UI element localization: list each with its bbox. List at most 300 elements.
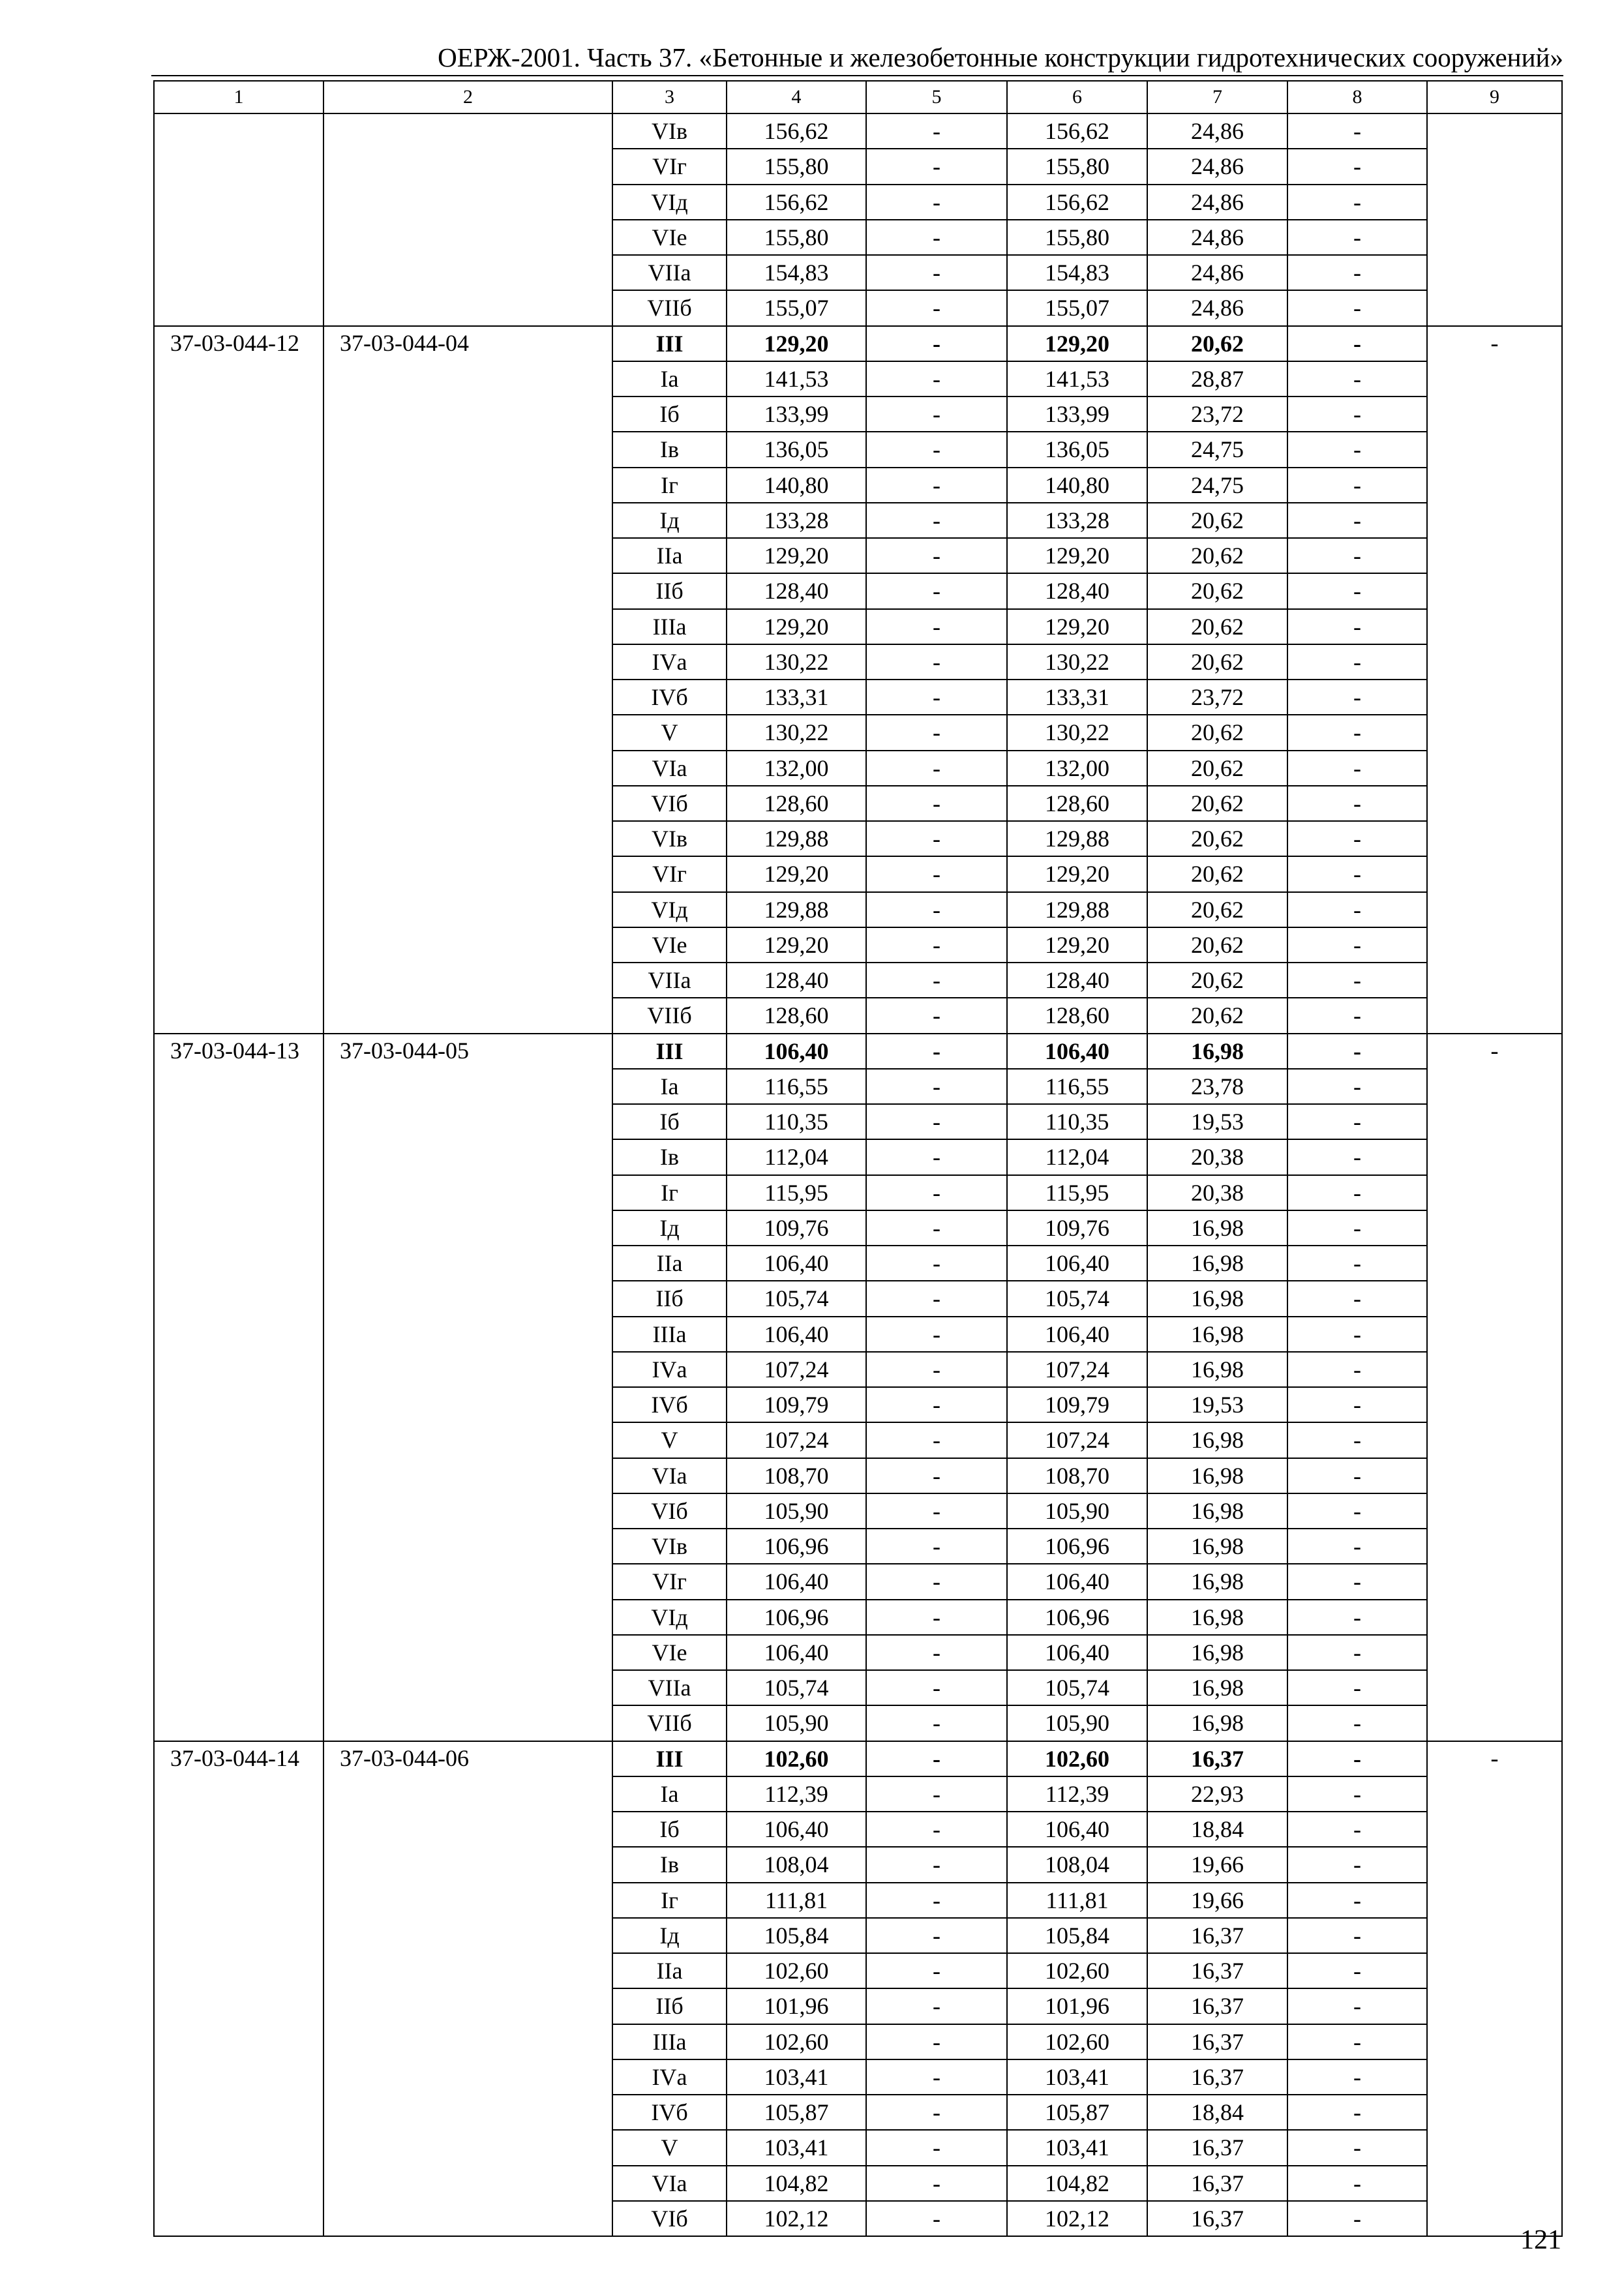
total-cost-cell: 108,04 bbox=[727, 1847, 866, 1882]
total-cost-cell: 106,40 bbox=[727, 1317, 866, 1352]
col8-cell: - bbox=[1287, 786, 1427, 821]
col5-cell: - bbox=[866, 1246, 1007, 1281]
column-number: 3 bbox=[612, 81, 727, 113]
col6-cell: 140,80 bbox=[1007, 468, 1147, 503]
total-cost-cell: 109,79 bbox=[727, 1387, 866, 1422]
col5-cell: - bbox=[866, 892, 1007, 927]
col8-cell: - bbox=[1287, 609, 1427, 644]
col8-cell: - bbox=[1287, 1705, 1427, 1741]
class-cell: IIб bbox=[612, 1988, 727, 2024]
total-cost-cell: 155,07 bbox=[727, 290, 866, 325]
col6-cell: 106,40 bbox=[1007, 1034, 1147, 1069]
total-cost-cell: 136,05 bbox=[727, 432, 866, 467]
col8-cell: - bbox=[1287, 573, 1427, 608]
labor-cell: 28,87 bbox=[1147, 361, 1287, 396]
col5-cell: - bbox=[866, 2059, 1007, 2095]
col5-cell: - bbox=[866, 1281, 1007, 1316]
col5-cell: - bbox=[866, 927, 1007, 963]
col6-cell: 156,62 bbox=[1007, 113, 1147, 149]
total-cost-cell: 102,12 bbox=[727, 2201, 866, 2236]
col6-cell: 106,40 bbox=[1007, 1812, 1147, 1847]
col5-cell: - bbox=[866, 255, 1007, 290]
col8-cell: - bbox=[1287, 1387, 1427, 1422]
col5-cell: - bbox=[866, 503, 1007, 538]
labor-cell: 16,37 bbox=[1147, 2166, 1287, 2201]
total-cost-cell: 104,82 bbox=[727, 2166, 866, 2201]
labor-cell: 16,37 bbox=[1147, 1918, 1287, 1953]
total-cost-cell: 108,70 bbox=[727, 1458, 866, 1493]
col6-cell: 106,40 bbox=[1007, 1246, 1147, 1281]
col6-cell: 155,07 bbox=[1007, 290, 1147, 325]
col5-cell: - bbox=[866, 1422, 1007, 1458]
class-cell: VIд bbox=[612, 185, 727, 220]
labor-cell: 20,62 bbox=[1147, 538, 1287, 573]
col8-cell: - bbox=[1287, 1246, 1427, 1281]
class-cell: V bbox=[612, 715, 727, 750]
col6-cell: 156,62 bbox=[1007, 185, 1147, 220]
col5-cell: - bbox=[866, 185, 1007, 220]
class-cell: VIб bbox=[612, 786, 727, 821]
col6-cell: 141,53 bbox=[1007, 361, 1147, 396]
labor-cell: 20,62 bbox=[1147, 786, 1287, 821]
table-body bbox=[154, 81, 1562, 2236]
col5-cell: - bbox=[866, 1034, 1007, 1069]
table-row-main bbox=[154, 1741, 1562, 1776]
labor-cell: 16,37 bbox=[1147, 1988, 1287, 2024]
col6-cell: 128,40 bbox=[1007, 573, 1147, 608]
col6-cell: 106,40 bbox=[1007, 1564, 1147, 1599]
class-cell: IIб bbox=[612, 573, 727, 608]
labor-cell: 16,37 bbox=[1147, 2024, 1287, 2059]
labor-cell: 20,62 bbox=[1147, 609, 1287, 644]
col8-cell: - bbox=[1287, 361, 1427, 396]
labor-cell: 20,38 bbox=[1147, 1139, 1287, 1174]
labor-cell: 16,98 bbox=[1147, 1670, 1287, 1705]
class-cell: VIв bbox=[612, 1529, 727, 1564]
total-cost-cell: 112,04 bbox=[727, 1139, 866, 1174]
col6-cell: 129,20 bbox=[1007, 856, 1147, 891]
col8-cell: - bbox=[1287, 1034, 1427, 1069]
total-cost-cell: 141,53 bbox=[727, 361, 866, 396]
total-cost-cell: 128,40 bbox=[727, 573, 866, 608]
class-cell: IIIа bbox=[612, 2024, 727, 2059]
page-number: 121 bbox=[1520, 2225, 1561, 2255]
labor-cell: 24,86 bbox=[1147, 149, 1287, 184]
col6-cell: 136,05 bbox=[1007, 432, 1147, 467]
labor-cell: 16,98 bbox=[1147, 1281, 1287, 1316]
col6-cell: 102,60 bbox=[1007, 1741, 1147, 1776]
ref-code-cell: 37-03-044-05 bbox=[323, 1034, 612, 1741]
col6-cell: 102,12 bbox=[1007, 2201, 1147, 2236]
labor-cell: 20,62 bbox=[1147, 573, 1287, 608]
class-cell: VIIб bbox=[612, 998, 727, 1033]
col8-cell: - bbox=[1287, 538, 1427, 573]
col8-cell: - bbox=[1287, 680, 1427, 715]
labor-cell: 16,98 bbox=[1147, 1529, 1287, 1564]
col5-cell: - bbox=[866, 715, 1007, 750]
total-cost-cell: 128,60 bbox=[727, 998, 866, 1033]
total-cost-cell: 107,24 bbox=[727, 1352, 866, 1387]
labor-cell: 19,66 bbox=[1147, 1847, 1287, 1882]
total-cost-cell: 154,83 bbox=[727, 255, 866, 290]
col6-cell: 108,70 bbox=[1007, 1458, 1147, 1493]
total-cost-cell: 105,87 bbox=[727, 2095, 866, 2130]
class-cell: Iд bbox=[612, 1210, 727, 1246]
col8-cell: - bbox=[1287, 1529, 1427, 1564]
total-cost-cell: 128,60 bbox=[727, 786, 866, 821]
col5-cell: - bbox=[866, 1953, 1007, 1988]
total-cost-cell: 106,96 bbox=[727, 1600, 866, 1635]
class-cell: IIа bbox=[612, 1953, 727, 1988]
col5-cell: - bbox=[866, 786, 1007, 821]
total-cost-cell: 129,20 bbox=[727, 326, 866, 361]
ref-code-cell bbox=[323, 113, 612, 326]
col6-cell: 107,24 bbox=[1007, 1422, 1147, 1458]
labor-cell: 16,37 bbox=[1147, 2201, 1287, 2236]
col6-cell: 112,04 bbox=[1007, 1139, 1147, 1174]
labor-cell: 18,84 bbox=[1147, 2095, 1287, 2130]
labor-cell: 24,86 bbox=[1147, 220, 1287, 255]
col9-cell: - bbox=[1427, 1741, 1562, 2237]
col8-cell: - bbox=[1287, 255, 1427, 290]
col5-cell: - bbox=[866, 1069, 1007, 1104]
col5-cell: - bbox=[866, 1387, 1007, 1422]
column-number: 5 bbox=[866, 81, 1007, 113]
table-row-main bbox=[154, 1034, 1562, 1069]
col8-cell: - bbox=[1287, 1139, 1427, 1174]
col5-cell: - bbox=[866, 290, 1007, 325]
col5-cell: - bbox=[866, 573, 1007, 608]
class-cell: IVа bbox=[612, 644, 727, 680]
col5-cell: - bbox=[866, 2130, 1007, 2165]
class-cell: VIд bbox=[612, 892, 727, 927]
col8-cell: - bbox=[1287, 856, 1427, 891]
total-cost-cell: 115,95 bbox=[727, 1175, 866, 1210]
labor-cell: 20,62 bbox=[1147, 751, 1287, 786]
class-cell: Iд bbox=[612, 1918, 727, 1953]
class-cell: Iв bbox=[612, 1847, 727, 1882]
col5-cell: - bbox=[866, 1458, 1007, 1493]
col5-cell: - bbox=[866, 1635, 1007, 1670]
total-cost-cell: 155,80 bbox=[727, 149, 866, 184]
total-cost-cell: 129,88 bbox=[727, 892, 866, 927]
class-cell: III bbox=[612, 1741, 727, 1776]
col6-cell: 129,20 bbox=[1007, 609, 1147, 644]
total-cost-cell: 102,60 bbox=[727, 1953, 866, 1988]
total-cost-cell: 112,39 bbox=[727, 1776, 866, 1812]
total-cost-cell: 129,20 bbox=[727, 538, 866, 573]
col8-cell: - bbox=[1287, 1812, 1427, 1847]
col6-cell: 129,88 bbox=[1007, 821, 1147, 856]
col8-cell: - bbox=[1287, 468, 1427, 503]
col5-cell: - bbox=[866, 963, 1007, 998]
col8-cell: - bbox=[1287, 1422, 1427, 1458]
col5-cell: - bbox=[866, 326, 1007, 361]
col6-cell: 105,90 bbox=[1007, 1705, 1147, 1741]
class-cell: VIв bbox=[612, 821, 727, 856]
col8-cell: - bbox=[1287, 1776, 1427, 1812]
labor-cell: 19,66 bbox=[1147, 1883, 1287, 1918]
col5-cell: - bbox=[866, 220, 1007, 255]
col5-cell: - bbox=[866, 644, 1007, 680]
class-cell: IIб bbox=[612, 1281, 727, 1316]
col9-cell: - bbox=[1427, 326, 1562, 1034]
code-cell: 37-03-044-12 bbox=[154, 326, 323, 1034]
class-cell: VIа bbox=[612, 1458, 727, 1493]
col9-cell: - bbox=[1427, 1034, 1562, 1741]
class-cell: VIе bbox=[612, 927, 727, 963]
labor-cell: 20,62 bbox=[1147, 998, 1287, 1033]
class-cell: IVб bbox=[612, 1387, 727, 1422]
col5-cell: - bbox=[866, 998, 1007, 1033]
labor-cell: 16,98 bbox=[1147, 1210, 1287, 1246]
col6-cell: 106,40 bbox=[1007, 1317, 1147, 1352]
total-cost-cell: 105,90 bbox=[727, 1705, 866, 1741]
col8-cell: - bbox=[1287, 1741, 1427, 1776]
labor-cell: 24,75 bbox=[1147, 432, 1287, 467]
col5-cell: - bbox=[866, 1493, 1007, 1529]
total-cost-cell: 130,22 bbox=[727, 644, 866, 680]
total-cost-cell: 101,96 bbox=[727, 1988, 866, 2024]
labor-cell: 16,98 bbox=[1147, 1034, 1287, 1069]
col8-cell: - bbox=[1287, 2059, 1427, 2095]
total-cost-cell: 116,55 bbox=[727, 1069, 866, 1104]
col8-cell: - bbox=[1287, 2095, 1427, 2130]
class-cell: VIд bbox=[612, 1600, 727, 1635]
col5-cell: - bbox=[866, 1883, 1007, 1918]
labor-cell: 16,98 bbox=[1147, 1317, 1287, 1352]
total-cost-cell: 128,40 bbox=[727, 963, 866, 998]
col8-cell: - bbox=[1287, 821, 1427, 856]
col6-cell: 102,60 bbox=[1007, 1953, 1147, 1988]
total-cost-cell: 106,40 bbox=[727, 1635, 866, 1670]
col6-cell: 129,88 bbox=[1007, 892, 1147, 927]
col6-cell: 105,90 bbox=[1007, 1493, 1147, 1529]
labor-cell: 24,86 bbox=[1147, 113, 1287, 149]
page-header: ОЕРЖ-2001. Часть 37. «Бетонные и железобетонные конструкции гидротехнических сооружений» bbox=[438, 42, 1563, 72]
class-cell: V bbox=[612, 2130, 727, 2165]
col8-cell: - bbox=[1287, 1564, 1427, 1599]
total-cost-cell: 156,62 bbox=[727, 185, 866, 220]
class-cell: III bbox=[612, 1034, 727, 1069]
labor-cell: 20,62 bbox=[1147, 503, 1287, 538]
col5-cell: - bbox=[866, 1705, 1007, 1741]
col8-cell: - bbox=[1287, 1175, 1427, 1210]
labor-cell: 20,62 bbox=[1147, 326, 1287, 361]
code-cell bbox=[154, 113, 323, 326]
col5-cell: - bbox=[866, 1776, 1007, 1812]
header-rule bbox=[151, 75, 1563, 76]
col8-cell: - bbox=[1287, 927, 1427, 963]
col5-cell: - bbox=[866, 1600, 1007, 1635]
labor-cell: 16,98 bbox=[1147, 1422, 1287, 1458]
class-cell: IIIа bbox=[612, 1317, 727, 1352]
total-cost-cell: 106,40 bbox=[727, 1034, 866, 1069]
col9-cell bbox=[1427, 113, 1562, 326]
col6-cell: 155,80 bbox=[1007, 220, 1147, 255]
col6-cell: 129,20 bbox=[1007, 326, 1147, 361]
labor-cell: 16,98 bbox=[1147, 1246, 1287, 1281]
total-cost-cell: 132,00 bbox=[727, 751, 866, 786]
col6-cell: 112,39 bbox=[1007, 1776, 1147, 1812]
total-cost-cell: 105,90 bbox=[727, 1493, 866, 1529]
col6-cell: 154,83 bbox=[1007, 255, 1147, 290]
code-cell: 37-03-044-14 bbox=[154, 1741, 323, 2237]
total-cost-cell: 107,24 bbox=[727, 1422, 866, 1458]
col5-cell: - bbox=[866, 1352, 1007, 1387]
class-cell: Iб bbox=[612, 1812, 727, 1847]
col8-cell: - bbox=[1287, 2130, 1427, 2165]
col5-cell: - bbox=[866, 1210, 1007, 1246]
class-cell: IIIа bbox=[612, 609, 727, 644]
col6-cell: 133,31 bbox=[1007, 680, 1147, 715]
col8-cell: - bbox=[1287, 1670, 1427, 1705]
labor-cell: 23,72 bbox=[1147, 396, 1287, 432]
col5-cell: - bbox=[866, 1139, 1007, 1174]
column-number: 7 bbox=[1147, 81, 1287, 113]
class-cell: VIIа bbox=[612, 1670, 727, 1705]
class-cell: Iв bbox=[612, 1139, 727, 1174]
price-table bbox=[153, 80, 1563, 2237]
col8-cell: - bbox=[1287, 2201, 1427, 2236]
col6-cell: 105,74 bbox=[1007, 1670, 1147, 1705]
class-cell: VIб bbox=[612, 2201, 727, 2236]
col8-cell: - bbox=[1287, 715, 1427, 750]
labor-cell: 16,98 bbox=[1147, 1635, 1287, 1670]
class-cell: VIг bbox=[612, 1564, 727, 1599]
col6-cell: 128,60 bbox=[1007, 998, 1147, 1033]
col6-cell: 133,28 bbox=[1007, 503, 1147, 538]
col5-cell: - bbox=[866, 680, 1007, 715]
class-cell: Iа bbox=[612, 1776, 727, 1812]
col5-cell: - bbox=[866, 2095, 1007, 2130]
labor-cell: 20,62 bbox=[1147, 892, 1287, 927]
total-cost-cell: 106,40 bbox=[727, 1812, 866, 1847]
total-cost-cell: 129,88 bbox=[727, 821, 866, 856]
col5-cell: - bbox=[866, 1847, 1007, 1882]
col8-cell: - bbox=[1287, 149, 1427, 184]
col8-cell: - bbox=[1287, 1069, 1427, 1104]
column-number: 6 bbox=[1007, 81, 1147, 113]
class-cell: VIе bbox=[612, 220, 727, 255]
labor-cell: 16,98 bbox=[1147, 1493, 1287, 1529]
labor-cell: 16,37 bbox=[1147, 2130, 1287, 2165]
code-cell: 37-03-044-13 bbox=[154, 1034, 323, 1741]
total-cost-cell: 106,40 bbox=[727, 1246, 866, 1281]
class-cell: IVб bbox=[612, 680, 727, 715]
class-cell: Iа bbox=[612, 361, 727, 396]
col8-cell: - bbox=[1287, 1918, 1427, 1953]
total-cost-cell: 103,41 bbox=[727, 2130, 866, 2165]
class-cell: IVб bbox=[612, 2095, 727, 2130]
total-cost-cell: 111,81 bbox=[727, 1883, 866, 1918]
col6-cell: 106,40 bbox=[1007, 1635, 1147, 1670]
col5-cell: - bbox=[866, 468, 1007, 503]
col8-cell: - bbox=[1287, 1988, 1427, 2024]
class-cell: VIIа bbox=[612, 255, 727, 290]
class-cell: VIIб bbox=[612, 1705, 727, 1741]
labor-cell: 23,78 bbox=[1147, 1069, 1287, 1104]
column-number: 4 bbox=[727, 81, 866, 113]
col8-cell: - bbox=[1287, 892, 1427, 927]
col8-cell: - bbox=[1287, 113, 1427, 149]
total-cost-cell: 105,74 bbox=[727, 1670, 866, 1705]
class-cell: Iг bbox=[612, 1883, 727, 1918]
labor-cell: 24,86 bbox=[1147, 185, 1287, 220]
col6-cell: 105,84 bbox=[1007, 1918, 1147, 1953]
col8-cell: - bbox=[1287, 1281, 1427, 1316]
column-number: 2 bbox=[323, 81, 612, 113]
col8-cell: - bbox=[1287, 1493, 1427, 1529]
col8-cell: - bbox=[1287, 432, 1427, 467]
labor-cell: 20,62 bbox=[1147, 644, 1287, 680]
col5-cell: - bbox=[866, 856, 1007, 891]
labor-cell: 16,37 bbox=[1147, 1953, 1287, 1988]
col5-cell: - bbox=[866, 396, 1007, 432]
total-cost-cell: 102,60 bbox=[727, 2024, 866, 2059]
labor-cell: 16,98 bbox=[1147, 1705, 1287, 1741]
labor-cell: 16,37 bbox=[1147, 1741, 1287, 1776]
col8-cell: - bbox=[1287, 326, 1427, 361]
col5-cell: - bbox=[866, 1175, 1007, 1210]
col8-cell: - bbox=[1287, 185, 1427, 220]
total-cost-cell: 110,35 bbox=[727, 1104, 866, 1139]
labor-cell: 16,98 bbox=[1147, 1600, 1287, 1635]
col6-cell: 155,80 bbox=[1007, 149, 1147, 184]
labor-cell: 20,62 bbox=[1147, 856, 1287, 891]
col6-cell: 132,00 bbox=[1007, 751, 1147, 786]
class-cell: VIе bbox=[612, 1635, 727, 1670]
total-cost-cell: 133,99 bbox=[727, 396, 866, 432]
col6-cell: 111,81 bbox=[1007, 1883, 1147, 1918]
table-row bbox=[154, 113, 1562, 149]
column-number: 8 bbox=[1287, 81, 1427, 113]
column-numbers-row bbox=[154, 81, 1562, 113]
total-cost-cell: 140,80 bbox=[727, 468, 866, 503]
ref-code-cell: 37-03-044-04 bbox=[323, 326, 612, 1034]
labor-cell: 19,53 bbox=[1147, 1387, 1287, 1422]
col6-cell: 128,60 bbox=[1007, 786, 1147, 821]
col6-cell: 101,96 bbox=[1007, 1988, 1147, 2024]
col8-cell: - bbox=[1287, 998, 1427, 1033]
class-cell: VIг bbox=[612, 856, 727, 891]
col5-cell: - bbox=[866, 149, 1007, 184]
col5-cell: - bbox=[866, 2024, 1007, 2059]
col6-cell: 130,22 bbox=[1007, 715, 1147, 750]
class-cell: Iв bbox=[612, 432, 727, 467]
col5-cell: - bbox=[866, 113, 1007, 149]
class-cell: Iа bbox=[612, 1069, 727, 1104]
col6-cell: 102,60 bbox=[1007, 2024, 1147, 2059]
total-cost-cell: 156,62 bbox=[727, 113, 866, 149]
total-cost-cell: 133,31 bbox=[727, 680, 866, 715]
col8-cell: - bbox=[1287, 220, 1427, 255]
labor-cell: 23,72 bbox=[1147, 680, 1287, 715]
col6-cell: 116,55 bbox=[1007, 1069, 1147, 1104]
col5-cell: - bbox=[866, 821, 1007, 856]
labor-cell: 24,86 bbox=[1147, 290, 1287, 325]
labor-cell: 16,98 bbox=[1147, 1564, 1287, 1599]
col6-cell: 106,96 bbox=[1007, 1529, 1147, 1564]
col8-cell: - bbox=[1287, 503, 1427, 538]
labor-cell: 16,98 bbox=[1147, 1352, 1287, 1387]
class-cell: III bbox=[612, 326, 727, 361]
col5-cell: - bbox=[866, 1812, 1007, 1847]
class-cell: VIIб bbox=[612, 290, 727, 325]
labor-cell: 20,62 bbox=[1147, 821, 1287, 856]
class-cell: VIа bbox=[612, 751, 727, 786]
table-row-main bbox=[154, 326, 1562, 361]
